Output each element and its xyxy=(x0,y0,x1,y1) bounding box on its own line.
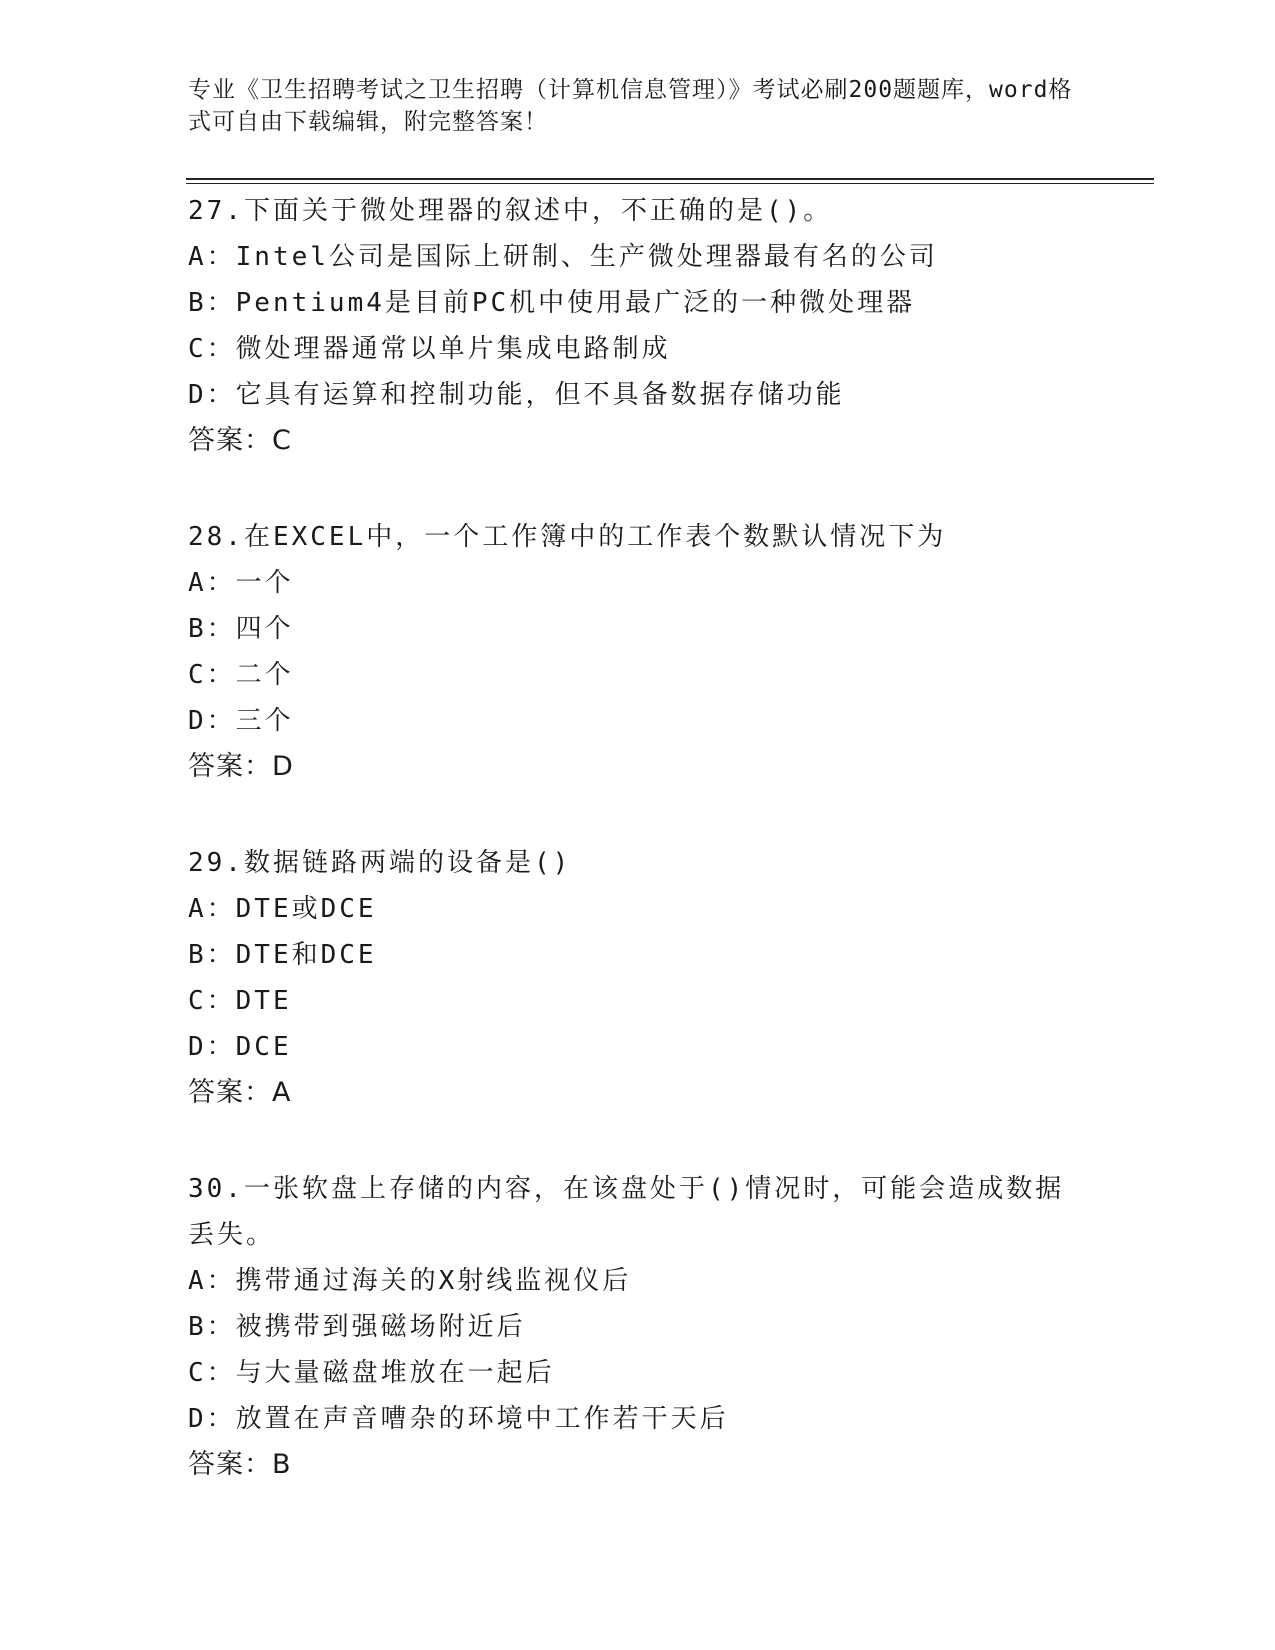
question-28 xyxy=(188,514,1088,790)
question-27 xyxy=(188,188,1088,464)
header-divider-thin xyxy=(186,183,1154,184)
option-b: B：四个 xyxy=(188,614,294,644)
question-stem: 30.一张软盘上存储的内容，在该盘处于()情况时，可能会造成数据丢失。 xyxy=(188,1174,1065,1250)
option-a: A：携带通过海关的X射线监视仪后 xyxy=(188,1266,632,1296)
question-29 xyxy=(188,840,1088,1116)
document-header xyxy=(188,74,1088,138)
option-b: B：Pentium4是目前PC机中使用最广泛的一种微处理器 xyxy=(188,288,916,318)
option-d: D：放置在声音嘈杂的环境中工作若干天后 xyxy=(188,1404,729,1434)
option-a: A：Intel公司是国际上研制、生产微处理器最有名的公司 xyxy=(188,242,938,272)
answer-line: 答案：A xyxy=(188,1077,292,1108)
question-list xyxy=(188,188,1088,1538)
option-c: C：微处理器通常以单片集成电路制成 xyxy=(188,334,671,364)
answer-line: 答案：C xyxy=(188,425,292,456)
answer-line: 答案：D xyxy=(188,751,294,782)
option-a: A：一个 xyxy=(188,568,294,598)
question-stem: 29.数据链路两端的设备是() xyxy=(188,848,572,878)
header-divider-thick xyxy=(186,178,1154,180)
header-intro-text: 专业《卫生招聘考试之卫生招聘（计算机信息管理）》考试必刷200题题库，word格式可自由下载编辑，附完整答案！ xyxy=(188,77,1073,135)
question-stem: 28.在EXCEL中，一个工作簿中的工作表个数默认情况下为 xyxy=(188,522,947,552)
option-d: D：三个 xyxy=(188,706,294,736)
option-d: D：它具有运算和控制功能，但不具备数据存储功能 xyxy=(188,380,845,410)
question-stem: 27.下面关于微处理器的叙述中，不正确的是()。 xyxy=(188,196,833,226)
option-c: C：与大量磁盘堆放在一起后 xyxy=(188,1358,555,1388)
option-a: A：DTE或DCE xyxy=(188,894,377,924)
option-c: C：DTE xyxy=(188,986,292,1016)
option-b: B：DTE和DCE xyxy=(188,940,377,970)
option-d: D：DCE xyxy=(188,1032,292,1062)
question-30 xyxy=(188,1166,1088,1488)
answer-line: 答案：B xyxy=(188,1449,292,1480)
option-b: B：被携带到强磁场附近后 xyxy=(188,1312,526,1342)
option-c: C：二个 xyxy=(188,660,294,690)
